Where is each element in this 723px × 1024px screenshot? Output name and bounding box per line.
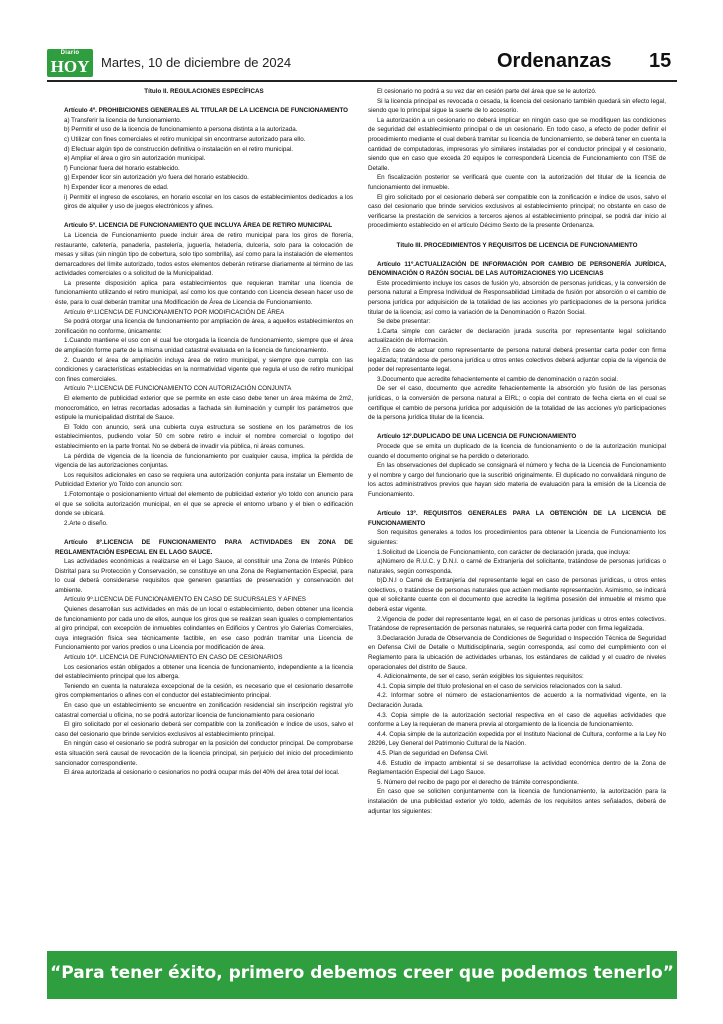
- right-paragraph: 4.1. Copia simple del título profesional en el caso de servicios relacionados con la salud.: [377, 682, 622, 690]
- left-paragraph: La pérdida de vigencia de la licencia de funcionamiento por cualquier causa, implica la pérdida de vigencia de las autorizaciones conjuntas.: [55, 452, 353, 470]
- left-paragraph: La Licencia de Funcionamiento puede incluir área de retiro municipal para los giros de florería, restaurante, cafetería, panadería, pastelería, juguería, heladería, dulcería, solo para la colocación de mesas y sillas (sin ningún tipo de cobertura, solo tipo sombrilla), así como para la instalación de elementos demarcadores del límite autorizado, todos estos elementos deberán retirarse diariamente al término de las actividades comerciales o a solicitud de la Municipalidad.: [55, 231, 353, 278]
- right-article-heading: Artículo 11º.ACTUALIZACIÓN DE INFORMACIÓN POR CAMBIO DE PERSONERÍA JURÍDICA, DENOMINACIÓN O RAZÓN SOCIAL DE LAS AUTORIZACIONES Y/O LICENCIAS: [368, 260, 666, 278]
- left-list-item: i) Permitir el ingreso de escolares, en horario escolar en los casos de establecimientos dedicados a los giros de alquiler y uso de juegos electrónicos y afines.: [64, 193, 353, 211]
- right-paragraph: 1.Carta simple con carácter de declaración jurada suscrita por representante legal solicitando actualización de información.: [368, 327, 666, 345]
- right-paragraph: Son requisitos generales a todos los procedimientos para obtener la Licencia de Funcionamiento los siguientes:: [368, 529, 666, 546]
- left-column: [55, 87, 353, 942]
- right-paragraph: b)D.N.I o Carné de Extranjería del representante legal en caso de personas jurídicas, u otros entes colectivos, o tratándose de personas naturales que actúen mediante representación. Asimismo, se indicará que el solicitante cuente con el documento que acredite la legítima posesión del inmueble el mismo que deberá estar vigente.: [368, 577, 666, 614]
- left-section-title: Título II. REGULACIONES ESPECÍFICAS: [144, 88, 264, 95]
- right-article-heading: Artículo 12º.DUPLICADO DE UNA LICENCIA DE FUNCIONAMIENTO: [377, 433, 577, 441]
- right-column: [368, 87, 666, 942]
- left-list-item: a) Transferir la licencia de funcionamiento.: [64, 116, 182, 124]
- left-list-item: g) Expender licor sin autorización y/o fuera del horario establecido.: [64, 174, 249, 182]
- right-paragraph: Este procedimiento incluye los casos de fusión y/o, absorción de personas jurídicas, y la conversión de persona natural a Empresa Individual de Responsabilidad Limitada de fusión por absorción o el cambio de persona jurídica por adquisición de la totalidad de las acciones y/o participaciones de la persona jurídica titular de la licencia; así como la variación de la Denominación o Razón Social.: [368, 279, 666, 316]
- left-article-heading: Artículo 8º.LICENCIA DE FUNCIONAMIENTO PARA ACTIVIDADES EN ZONA DE REGLAMENTACIÓN ESPECIAL EN EL LAGO SAUCE.: [55, 538, 353, 556]
- right-article-heading: Artículo 13º. REQUISITOS GENERALES PARA LA OBTENCIÓN DE LA LICENCIA DE FUNCIONAMIENTO: [368, 510, 666, 527]
- left-list-item: e) Ampliar el área o giro sin autorización municipal.: [64, 155, 206, 163]
- issue-date: Martes, 10 de diciembre de 2024: [101, 55, 292, 70]
- right-paragraph: 2.Vigencia de poder del representante legal, en el caso de personas jurídicas u otros entes colectivos. Tratándose de representación de personas naturales, se requerirá carta poder con firma legalizada.: [368, 615, 666, 633]
- left-paragraph: En caso que un establecimiento se encuentre en zonificación residencial sin inscripción registral y/o catastral comercial u oficina, no se podrá autorizar licencia de funcionamiento para cesionario: [55, 702, 353, 719]
- newspaper-logo: [47, 49, 93, 77]
- left-paragraph: El elemento de publicidad exterior que se permite en este caso debe tener un área máxima de 2m2, monocromático, en letras recortadas adosadas a fachada sin iluminación y cumplir los parámetros que estipule la municipalidad distrital de Sauce.: [55, 395, 353, 422]
- left-list-item: b) Permitir el uso de la licencia de funcionamiento a persona distinta a la autorizada.: [64, 126, 298, 134]
- right-paragraph: 4.4. Copia simple de la autorización expedida por el Instituto Nacional de Cultura, conforme a la Ley No 28296, Ley General del Patrimonio Cultural de la Nación.: [368, 730, 666, 748]
- section-title: Ordenanzas: [497, 50, 612, 72]
- left-paragraph: 2.Arte o diseño.: [64, 519, 108, 527]
- left-paragraph: El área autorizada al cesionario o cesionarios no podrá ocupar más del 40% del área total del local.: [64, 769, 340, 777]
- right-paragraph: 4. Adicionalmente, de ser el caso, serán exigibles los siguientes requisitos:: [377, 673, 584, 681]
- left-paragraph: La presente disposición aplica para establecimientos que requieran tramitar una licencia de funcionamiento utilizando el retiro municipal, así como los que contando con Licencia desean hacer uso de éste, para lo cual deberán tramitar una Modificación de Área de Licencia de Funcionamiento.: [55, 279, 353, 307]
- left-paragraph: Artículo 9º.LICENCIA DE FUNCIONAMIENTO EN CASO DE SUCURSALES Y AFINES: [64, 596, 306, 604]
- right-paragraph: En caso que se soliciten conjuntamente con la licencia de funcionamiento, la autorización para la instalación de una publicidad exterior y/o toldo, además de los requisitos antes señalados, deberá de adjuntar los siguientes:: [368, 788, 666, 815]
- right-paragraph: a)Número de R.U.C. y D.N.I. o carné de Extranjería del solicitante, tratándose de personas jurídicas o naturales, según corresponda.: [368, 558, 666, 575]
- right-paragraph: El cesionario no podrá a su vez dar en cesión parte del área que se le autorizó.: [377, 88, 597, 95]
- right-paragraph: El giro solicitado por el cesionario deberá ser compatible con la zonificación e índice de usos, salvo el caso del cesionario que brinde servicios exclusivos al establecimiento principal; no obstante en caso de verificarse la prestación de servicios a terceros ajenos al establecimiento principal, se podrá dar inicio al procedimiento establecido en el artículo Décimo Sexto de la presente Ordenanza.: [368, 193, 666, 230]
- right-section-title: Título III. PROCEDIMIENTOS Y REQUISITOS DE LICENCIA DE FUNCIONAMIENTO: [396, 241, 638, 249]
- left-article-heading: Artículo 4º. PROHIBICIONES GENERALES AL TITULAR DE LA LICENCIA DE FUNCIONAMIENTO: [64, 107, 349, 115]
- left-list-item: h) Expender licor a menores de edad.: [64, 183, 169, 191]
- left-paragraph: Los cesionarios están obligados a obtener una licencia de funcionamiento, independiente a la licencia del establecimiento principal que los alberga.: [55, 663, 353, 681]
- left-list-item: d) Efectuar algún tipo de construcción definitiva o instalación en el retiro municipal.: [64, 145, 293, 153]
- right-paragraph: Procede que se emita un duplicado de la licencia de funcionamiento o de la autorización municipal cuando el documento original se ha perdido o deteriorado.: [368, 442, 666, 460]
- left-paragraph: 2. Cuando el área de ampliación incluya área de retiro municipal, y siempre que cumpla con las condiciones y características establecidas en la normatividad vigente que regula el uso de retiro municipal con fines comerciales.: [55, 356, 353, 383]
- left-paragraph: En ningún caso el cesionario se podrá subrogar en la posición del conductor principal. De comprobarse esta situación será causal de revocación de la licencia principal, sin perjuicio del inicio del procedimiento sancionador correspondiente.: [55, 740, 353, 767]
- page-header: [47, 47, 677, 83]
- logo-top-text: Diario: [60, 50, 80, 56]
- right-paragraph: Si la licencia principal es revocada o cesada, la licencia del cesionario también quedará sin efecto legal, siendo que lo principal sigue la suerte de lo accesorio.: [368, 97, 666, 115]
- left-paragraph: Artículo 7º.LICENCIA DE FUNCIONAMIENTO CON AUTORIZACIÓN CONJUNTA: [64, 385, 292, 393]
- left-paragraph: Teniendo en cuenta la naturaleza excepcional de la cesión, es necesario que el cesionario desarrolle giros complementarios o afines con el conductor del establecimiento principal.: [55, 682, 353, 700]
- left-paragraph: Quienes desarrollan sus actividades en más de un local o establecimiento, deben obtener una licencia de funcionamiento por cada uno de ellos, aunque los giros que se realizan sean iguales o complementarios al giro principal, con excepción de inmuebles colindantes en Edificios y Centros y/o Galerías Comerciales, cuya integración física sea técnicamente factible, en ese caso podrán tramitar una Licencia de Funcionamiento por varios predios o una Licencia por modificación de área.: [55, 606, 353, 652]
- right-paragraph: 4.3. Copia simple de la autorización sectorial respectiva en el caso de aquellas actividades que conforme a Ley la requieran de manera previa al otorgamiento de la licencia de funcionamiento.: [368, 711, 666, 729]
- right-paragraph: 4.2. Informar sobre el número de estacionamientos de acuerdo a la normatividad vigente, en la Declaración Jurada.: [368, 692, 666, 709]
- right-paragraph: 1.Solicitud de Licencia de Funcionamiento, con carácter de declaración jurada, que incluya:: [377, 548, 631, 556]
- left-paragraph: Artículo 6º.LICENCIA DE FUNCIONAMIENTO POR MODIFICACIÓN DE ÁREA: [64, 308, 285, 316]
- quote-banner: [47, 951, 677, 999]
- left-paragraph: Los requisitos adicionales en caso se requiera una autorización conjunta para instalar un Elemento de Publicidad Exterior y/o Toldo con anuncio son:: [55, 471, 353, 489]
- left-paragraph: 1.Fotomontaje o posicionamiento virtual del elemento de publicidad exterior y/o toldo con anuncio para el que se solicita autorización municipal, en el que se aprecie el entorno urbano y el bien o edificación donde se ubicará.: [55, 490, 353, 518]
- right-paragraph: De ser el caso, documento que acredite fehacientemente la absorción y/o fusión de las personas jurídicas, o la conversión de persona natural a EIRL; o copia del contrato de fecha cierta en el cual se certifique el cambio de persona jurídica por adquisición de la totalidad de las acciones y/o participaciones de la persona jurídica titular de la licencia.: [368, 385, 666, 422]
- left-paragraph: El Toldo con anuncio, será una cubierta cuya estructura se sostiene en los parámetros de los establecimientos, pudiendo volar 50 cm sobre retiro e incluir el nombre comercial o logotipo del establecimiento en la parte frontal. No se deberá de invadir vía pública, ni áreas comunes.: [55, 423, 353, 450]
- right-paragraph: 4.6. Estudio de impacto ambiental si se desarrollase la actividad económica dentro de la Zona de Reglamentación Especial del Lago Sauce.: [368, 759, 666, 777]
- right-paragraph: 3.Documento que acredite fehacientemente el cambio de denominación o razón social.: [377, 375, 619, 383]
- left-paragraph: Se podrá otorgar una licencia de funcionamiento por ampliación de área, a aquellos establecimientos en zonificación no conforme, únicamente:: [55, 318, 353, 335]
- quote-text: “Para tener éxito, primero debemos creer que podemos tenerlo”: [50, 963, 674, 983]
- right-paragraph: En las observaciones del duplicado se consignará el número y fecha de la Licencia de Funcionamiento y el nombre y cargo del funcionario que la suscribió originalmente. El duplicado no convalidará ninguno de los actos administrativos previos que hayan sido materia de evaluación para la emisión de la Licencia de Funcionamiento.: [368, 462, 666, 498]
- right-paragraph: En fiscalización posterior se verificará que cuente con la autorización del titular de la licencia de funcionamiento del inmueble.: [368, 174, 666, 191]
- left-paragraph: El giro solicitado por el cesionario deberá ser compatible con la zonificación e índice de usos, salvo el caso del cesionario que brinde servicios exclusivos al establecimiento principal.: [55, 721, 353, 738]
- left-paragraph: Artículo 10º. LICENCIA DE FUNCIONAMIENTO EN CASO DE CESIONARIOS: [64, 654, 283, 662]
- right-paragraph: 5. Número del recibo de pago por el derecho de trámite correspondiente.: [377, 778, 579, 786]
- page-number: 15: [649, 50, 672, 72]
- left-article-heading: Artículo 5º. LICENCIA DE FUNCIONAMIENTO QUE INCLUYA ÁREA DE RETIRO MUNICIPAL: [64, 222, 333, 230]
- right-paragraph: Se debe presentar:: [377, 318, 431, 326]
- header-rule: [47, 80, 677, 82]
- right-paragraph: 4.5. Plan de seguridad en Defensa Civil.: [377, 749, 489, 757]
- right-paragraph: 3.Declaración Jurada de Observancia de Condiciones de Seguridad o Inspección Técnica de Seguridad en Defensa Civil de Detalle o Multidisciplinaria, según corresponda, así como del cumplimiento con el Reglamento para la ubicación de actividades urbanas, los estándares de calidad y el cuadro de niveles operacionales del distrito de Sauce.: [368, 634, 666, 671]
- left-paragraph: 1.Cuando mantiene el uso con el cual fue otorgada la licencia de funcionamiento, siempre que el área de ampliación forme parte de la misma unidad catastral evaluada en la licencia de funcionamiento.: [55, 337, 353, 355]
- right-paragraph: La autorización a un cesionario no deberá implicar en ningún caso que se modifiquen las condiciones de seguridad del establecimiento principal o de un cesionario. En todo caso, a efecto de poder definir el procedimiento mediante el cual deberá tramitar su licencia de funcionamiento, se deberá tener en cuenta la cantidad de computadoras, impresoras y/o similares instaladas por el conductor principal y el cesionario, siendo que en caso que exceda 20 equipos le corresponderá Licencia de Funcionamiento con ITSE de Detalle.: [368, 116, 666, 172]
- left-list-item: c) Utilizar con fines comerciales el retiro municipal sin encontrarse autorizado para ello.: [64, 135, 306, 143]
- left-paragraph: Las actividades económicas a realizarse en el Lago Sauce, al constituir una Zona de Interés Público Distrital para su Protección y Conservación, se constituye en una Zona de Reglamentación Especial, para lo cual deberá considerarse requisitos que generen garantías de preservación y conservación del ambiente.: [55, 558, 353, 594]
- logo-main-text: HOY: [50, 57, 90, 76]
- left-list-item: f) Funcionar fuera del horario establecido.: [64, 164, 180, 172]
- right-paragraph: 2.En caso de actuar como representante de persona natural deberá presentar carta poder con firma legalizada; tratándose de persona jurídica u otros entes colectivos deberá adjuntar copia de la vigencia de poder del representante legal.: [368, 347, 666, 374]
